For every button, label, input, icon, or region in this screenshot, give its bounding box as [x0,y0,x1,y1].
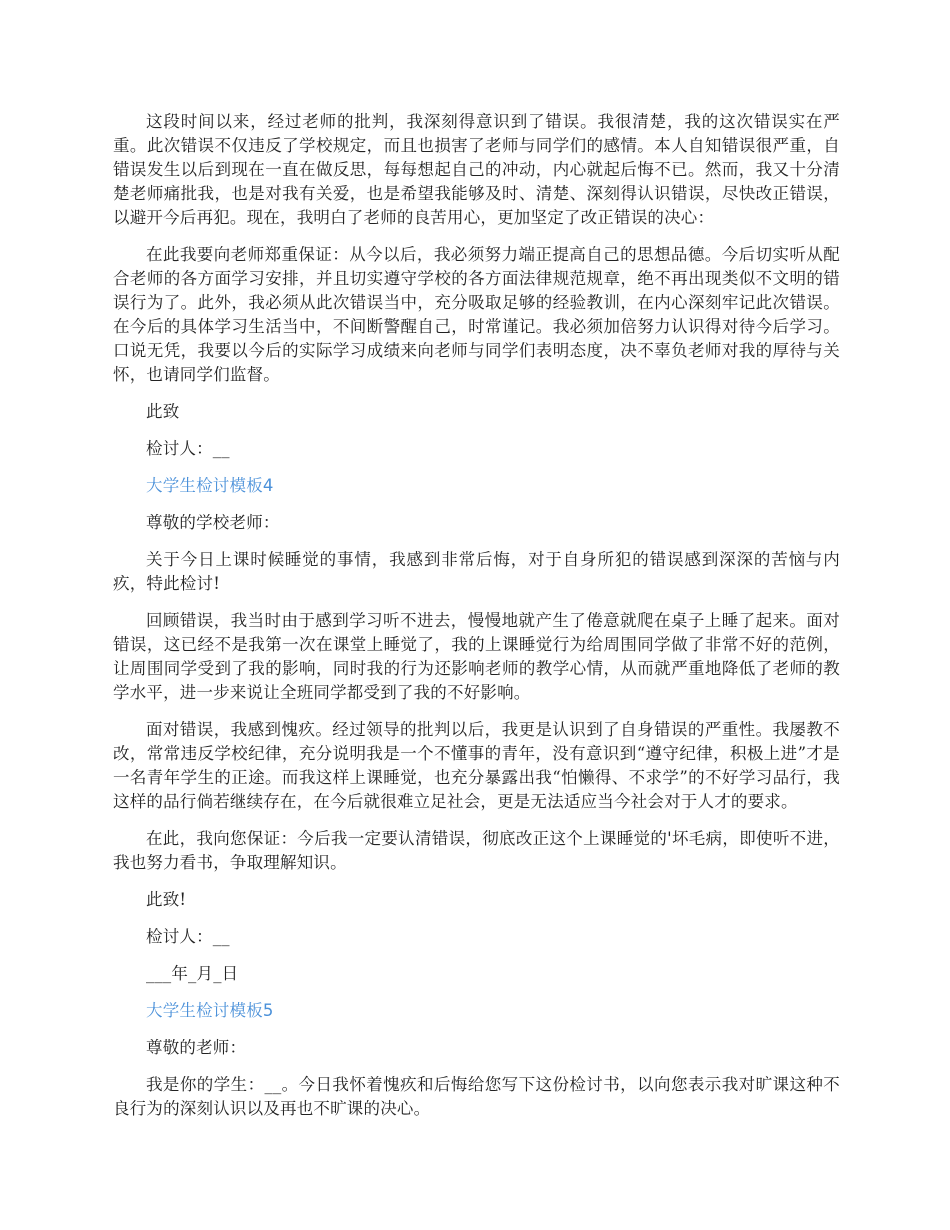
closing-salutation: 此致 [146,402,180,421]
signer-line: 检讨人：__ [146,927,230,946]
section-heading-template-4: 大学生检讨模板4 [146,476,274,495]
paragraph-pledge: 在此我要向老师郑重保证：从今以后，我必须努力端正提高自己的思想品德。今后切实听从配合老师的各方面学习安排，并且切实遵守学校的各方面法律规范规章，绝不再出现类似不文明的错误行为了。此外，我必须从此次错误当中，充分吸取足够的经验教训，在内心深刻牢记此次错误。在今后的具体学习生活当中，不间断警醒自己，时常谨记。我必须加倍努力认识得对待今后学习。口说无凭，我要以今后的实际学习成绩来向老师与同学们表明态度，决不辜负老师对我的厚待与关怀，也请同学们监督。 [113,245,840,384]
greeting-line: 尊敬的学校老师： [146,513,280,532]
paragraph-remorse: 面对错误，我感到愧疚。经过领导的批判以后，我更是认识到了自身错误的严重性。我屡教不改，常常违反学校纪律，充分说明我是一个不懂事的青年，没有意识到“遵守纪律，积极上进”才是一名青年学生的正途。而我这样上课睡觉，也充分暴露出我“怕懒得、不求学”的不好学习品行，我这样的品行倘若继续存在，在今后就很难立足社会，更是无法适应当今社会对于人才的要求。 [113,720,840,811]
paragraph-promise: 在此，我向您保证：今后我一定要认清错误，彻底改正这个上课睡觉的'坏毛病，即使听不进，我也努力看书，争取理解知识。 [113,829,840,872]
document-page [113,110,840,1134]
signer-line: 检讨人：__ [146,439,230,458]
greeting-line: 尊敬的老师： [146,1038,247,1057]
paragraph-intro: 我是你的学生：__。今日我怀着愧疚和后悔给您写下这份检讨书，以向您表示我对旷课这种不良行为的深刻认识以及再也不旷课的决心。 [113,1075,840,1118]
closing-salutation: 此致! [146,890,187,909]
paragraph-intro: 关于今日上课时候睡觉的事情，我感到非常后悔，对于自身所犯的错误感到深深的苦恼与内疚，特此检讨! [113,550,840,593]
date-line: ___年_月_日 [146,964,239,983]
paragraph-review: 回顾错误，我当时由于感到学习听不进去，慢慢地就产生了倦意就爬在桌子上睡了起来。面对错误，这已经不是我第一次在课堂上睡觉了，我的上课睡觉行为给周围同学做了非常不好的范例，让周围同学受到了我的影响，同时我的行为还影响老师的教学心情，从而就严重地降低了老师的教学水平，进一步来说让全班同学都受到了我的不好影响。 [113,611,840,702]
section-heading-template-5: 大学生检讨模板5 [146,1001,274,1020]
paragraph-reflection: 这段时间以来，经过老师的批判，我深刻得意识到了错误。我很清楚，我的这次错误实在严重。此次错误不仅违反了学校规定，而且也损害了老师与同学们的感情。本人自知错误很严重，自错误发生以后到现在一直在做反思，每每想起自己的冲动，内心就起后悔不已。然而，我又十分清楚老师痛批我，也是对我有关爱，也是希望我能够及时、清楚、深刻得认识错误，尽快改正错误，以避开今后再犯。现在，我明白了老师的良苦用心，更加坚定了改正错误的决心： [113,112,840,227]
